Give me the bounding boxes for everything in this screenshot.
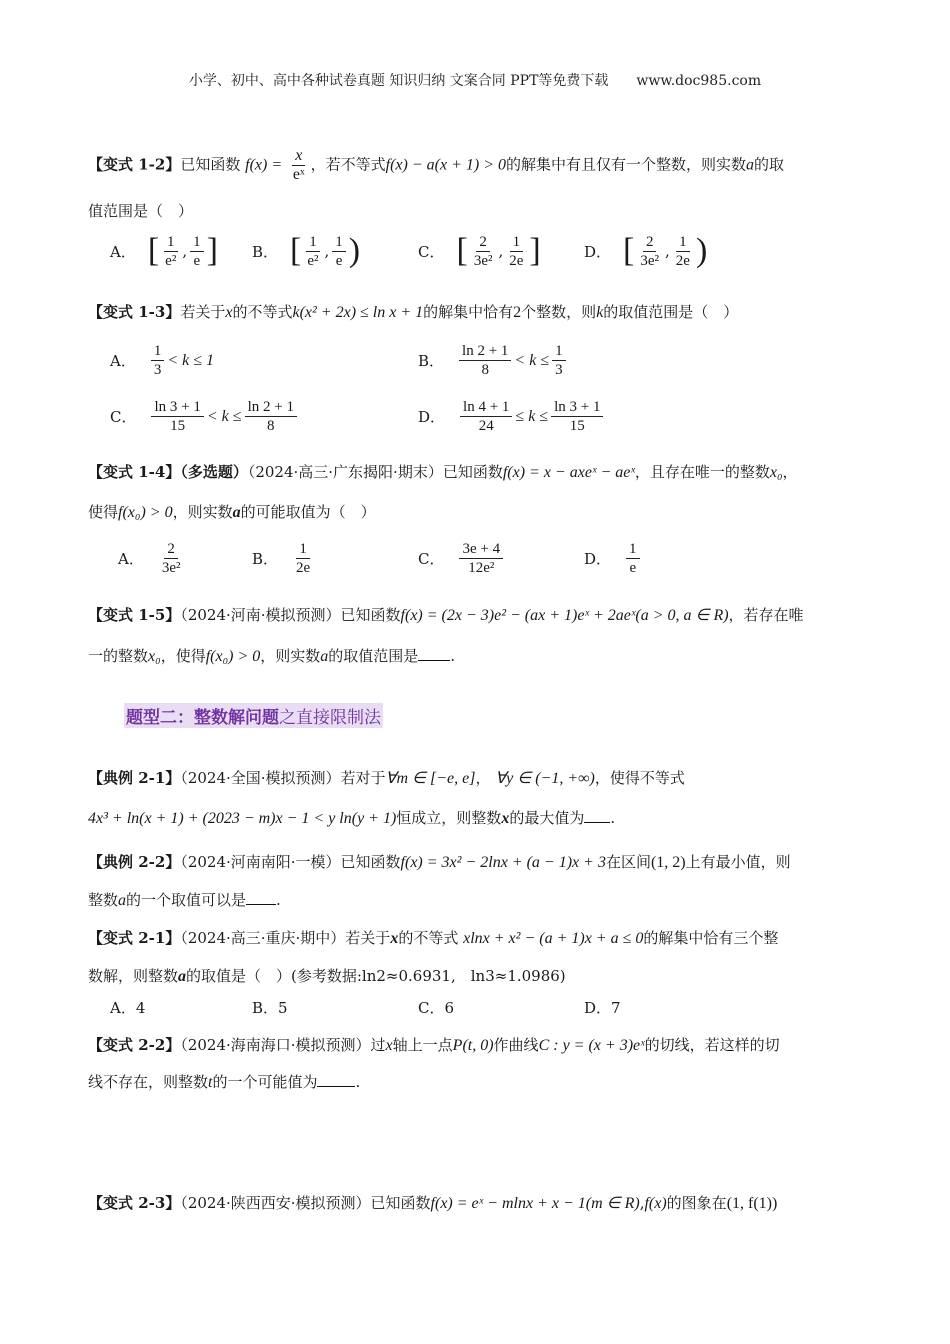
option-d[interactable]: D． $\frac{\ln 4 + 1}{24}$ ≤ k ≤ $\frac{\ln 3 + 1}{15}$ [418,398,606,435]
problem-1-4-line2: 使得f(x₀) > 0，则实数a的可能取值为（ ） [88,503,376,521]
option-a[interactable]: A． $\frac{2}{\text{3e²}}$ [118,541,181,576]
problem-label: 【变式 2-1】 [88,929,181,947]
example-2-1-line2: 4x³ + ln(x + 1) + (2023 − m)x − 1 < y ln(y + 1)恒成立，则整数x的最大值为 . [88,809,616,827]
option-c[interactable]: C． $\frac{\ln 3 + 1}{15}$ < k ≤ $\frac{\ln 2 + 1}{8}$ [110,398,300,435]
example-2-2-line2: 整数a的一个取值可以是 . [88,891,281,909]
option-b[interactable]: B． $\frac{1}{2e}$ [252,541,311,576]
answer-blank[interactable] [246,904,276,905]
problem-1-2-line1: 【变式 1-2】已知函数 f(x) = $\frac{x}{\text{eˣ}}$ ，若不等式f(x) − a(x + 1) > 0的解集中有且仅有一个整数，则实数a的取 [88,147,785,183]
option-c[interactable]: C．6 [418,999,455,1017]
answer-blank[interactable] [317,1086,355,1087]
problem-label: 【典例 2-2】 [88,853,181,871]
problem-2-2-line2: 线不存在，则整数t的一个可能值为 . [88,1073,361,1091]
option-d[interactable]: D．7 [584,999,621,1017]
problem-label: 【变式 2-2】 [88,1036,181,1054]
problem-label: 【变式 1-5】 [88,606,181,624]
header-text: 小学、初中、高中各种试卷真题 知识归纳 文案合同 PPT等免费下载 [188,73,609,89]
option-a[interactable]: A．4 [110,999,146,1017]
option-a[interactable]: A． [ $\frac{1}{\text{e²}}$ , $\frac{1}{e}$ ] [110,232,218,269]
option-c[interactable]: C． $\frac{3e + 4}{\text{12e²}}$ [418,540,506,577]
section-title: 题型二：整数解问题之直接限制法 [124,703,383,728]
problem-1-4-line1: 【变式 1-4】（多选题）（2024·高三·广东揭阳·期末）已知函数f(x) = x − axeˣ − aeˣ，且存在唯一的整数x₀， [88,463,798,481]
problem-2-1-line2: 数解，则整数a的取值是（ ）(参考数据:ln2≈0.6931, ln3≈1.0986) [88,967,566,985]
problem-1-5-line2: 一的整数x₀，使得f(x₀) > 0，则实数a的取值范围是 . [88,647,456,665]
header-url[interactable]: www.doc985.com [636,73,762,89]
option-d[interactable]: D． [ $\frac{2}{\text{3e²}}$ , $\frac{1}{2e}$ ) [584,232,708,269]
option-a[interactable]: A． $\frac{1}{3}$ < k ≤ 1 [110,343,215,378]
example-2-1-line1: 【典例 2-1】（2024·全国·模拟预测）若对于∀m ∈ [−e, e]， ∀y ∈ (−1, +∞)，使得不等式 [88,769,685,787]
problem-2-2-line1: 【变式 2-2】（2024·海南海口·模拟预测）过x轴上一点P(t, 0)作曲线C : y = (x + 3)eˣ的切线，若这样的切 [88,1036,780,1054]
answer-blank[interactable] [418,660,450,661]
option-b[interactable]: B． $\frac{\ln 2 + 1}{8}$ < k ≤ $\frac{1}{3}$ [418,342,569,379]
problem-2-1-line1: 【变式 2-1】（2024·高三·重庆·期中）若关于x的不等式 xlnx + x² − (a + 1)x + a ≤ 0的解集中恰有三个整 [88,929,779,947]
fraction: $\frac{x}{\text{eˣ}}$ [292,147,305,183]
problem-label: 【变式 1-2】 [88,155,181,174]
problem-label: 【变式 1-3】 [88,303,181,321]
option-d[interactable]: D． $\frac{1}{e}$ [584,540,643,577]
page-header [0,70,950,90]
example-2-2-line1: 【典例 2-2】（2024·河南南阳·一模）已知函数f(x) = 3x² − 2lnx + (a − 1)x + 3在区间(1, 2)上有最小值，则 [88,853,791,871]
problem-label: 【变式 1-4】 [88,463,181,481]
option-c[interactable]: C． [ $\frac{2}{\text{3e²}}$ , $\frac{1}{2e}$ ] [418,232,541,269]
problem-1-2-line2: 值范围是（ ） [88,202,194,220]
problem-1-5-line1: 【变式 1-5】（2024·河南·模拟预测）已知函数f(x) = (2x − 3)e² − (ax + 1)eˣ + 2aeˣ(a > 0, a ∈ R)，若存在唯 [88,606,804,624]
answer-blank[interactable] [584,822,610,823]
option-b[interactable]: B．5 [252,999,288,1017]
problem-label: 【典例 2-1】 [88,769,181,787]
option-b[interactable]: B． [ $\frac{1}{\text{e²}}$ , $\frac{1}{e}$ ) [252,232,361,269]
problem-1-3-line1: 【变式 1-3】若关于x的不等式k(x² + 2x) ≤ ln x + 1的解集中恰有2个整数，则k的取值范围是（ ） [88,303,739,321]
problem-2-3-line1: 【变式 2-3】（2024·陕西西安·模拟预测）已知函数f(x) = eˣ − mlnx + x − 1(m ∈ R),f(x)的图象在(1, f(1)) [88,1194,778,1212]
problem-label: 【变式 2-3】 [88,1194,181,1212]
